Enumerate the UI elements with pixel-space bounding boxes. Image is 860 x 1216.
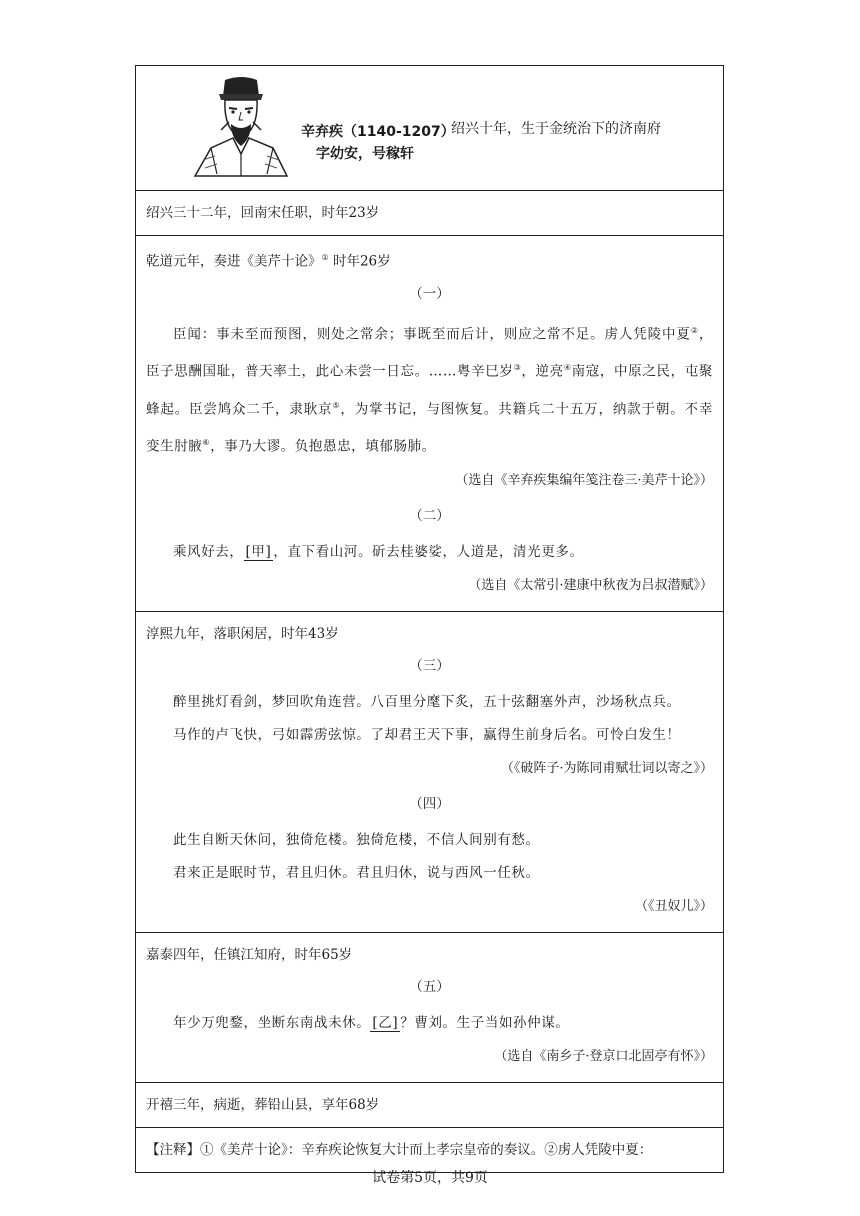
prose-segment: ，臣子思酬国耻，普天率土，此心未尝一日忘。……粤辛巳岁 — [146, 326, 713, 380]
poem-segment: 年少万兜鍪，坐断东南战未休。 — [173, 1014, 371, 1031]
blank-yi: [乙] — [372, 1014, 399, 1031]
prose-segment: 南寇，中原之民，屯聚蜂起。臣尝鸠众二千，隶耿京 — [146, 363, 713, 417]
section-4-line-1: 此生自断天休问，独倚危楼。独倚危楼，不信人间别有愁。 — [173, 831, 540, 848]
annotation-text: 【注释】①《美芹十论》：辛弃疾论恢复大计而上孝宗皇帝的奏议。②虏人凭陵中夏： — [146, 1141, 653, 1158]
section-1-source: （选自《辛弃疾集编年笺注卷三·美芹十论》） — [455, 472, 713, 488]
footnote-marker: ④ — [563, 363, 572, 372]
shaoxing-row — [136, 191, 723, 236]
poet-timeline-table — [135, 65, 724, 1173]
section-3-source: （《破阵子·为陈同甫赋壮词以寄之》） — [500, 760, 713, 776]
poet-name: 辛弃疾（1140-1207） — [301, 124, 455, 140]
poet-header-row — [136, 66, 723, 191]
jiatai-row — [136, 933, 723, 1083]
kaixi-row — [136, 1083, 723, 1128]
section-2-source: （选自《太常引·建康中秋夜为吕叔潜赋》） — [468, 577, 713, 593]
prose-segment: ，事乃大谬。负抱愚忠，填郁肠肺。 — [210, 438, 436, 455]
section-1-prose — [146, 314, 713, 464]
qiandao-era-text — [146, 248, 713, 272]
section-5-poem — [146, 1007, 713, 1040]
prose-segment: ，为掌书记，与图恢复。共籍兵二十五万，纳款于朝。不幸变生肘腋 — [146, 401, 713, 455]
chunxi-row — [136, 612, 723, 933]
poet-name-block — [301, 121, 455, 165]
section-3-line-2: 马作的卢飞快，弓如霹雳弦惊。了却君王天下事，赢得生前身后名。可怜白发生！ — [173, 726, 681, 743]
poet-birth-text: 绍兴十年，生于金统治下的济南府 — [451, 121, 661, 137]
xin-qiji-portrait-image — [191, 74, 291, 178]
footnote-marker: ② — [690, 325, 699, 335]
section-5-source: （选自《南乡子·登京口北固亭有怀》） — [494, 1048, 713, 1064]
jiatai-era-text: 嘉泰四年，任镇江知府，时年65岁 — [146, 946, 353, 963]
footnote-marker: ⑥ — [202, 438, 211, 447]
kaixi-text: 开禧三年，病逝，葬铅山县，享年68岁 — [146, 1096, 380, 1113]
poet-courtesy-name: 字幼安，号稼轩 — [316, 146, 414, 162]
footnote-marker: ⑤ — [332, 400, 341, 410]
section-title-1: （一） — [409, 285, 450, 302]
poem-segment: 乘风好去， — [173, 543, 244, 560]
section-title-3: （三） — [409, 657, 450, 674]
prose-segment: ，逆亮 — [521, 363, 564, 380]
qiandao-era-age: 时年26岁 — [328, 253, 391, 270]
poem-segment: ，直下看山河。斫去桂婆娑，人道是，清光更多。 — [273, 543, 584, 560]
section-title-4: （四） — [409, 795, 450, 812]
section-2-poem — [146, 536, 713, 569]
section-title-5: （五） — [409, 978, 450, 995]
footnote-marker: ③ — [513, 363, 522, 372]
blank-jia: [甲] — [245, 543, 272, 560]
page-footer: 试卷第5页，共9页 — [372, 1170, 488, 1186]
chunxi-era-text: 淳熙九年，落职闲居，时年43岁 — [146, 625, 339, 642]
section-3-line-1: 醉里挑灯看剑，梦回吹角连营。八百里分麾下炙，五十弦翻塞外声，沙场秋点兵。 — [173, 693, 681, 710]
annotation-row — [136, 1128, 723, 1172]
poem-segment: ？曹刘。生子当如孙仲谋。 — [400, 1014, 570, 1031]
qiandao-row — [136, 236, 723, 612]
qiandao-era-label: 乾道元年，奏进《美芹十论》 — [146, 253, 322, 270]
prose-segment: 臣闻：事未至而预图，则处之常余；事既至而后计，则应之常不足。虏人凭陵中夏 — [173, 326, 691, 342]
section-4-line-2: 君来正是眠时节，君且归休。君且归休，说与西风一任秋。 — [173, 864, 540, 881]
shaoxing-text: 绍兴三十二年，回南宋任职，时年23岁 — [146, 205, 380, 221]
footnote-marker: ① — [321, 253, 329, 262]
section-4-source: （《丑奴儿》） — [634, 898, 713, 914]
section-title-2: （二） — [409, 507, 450, 524]
